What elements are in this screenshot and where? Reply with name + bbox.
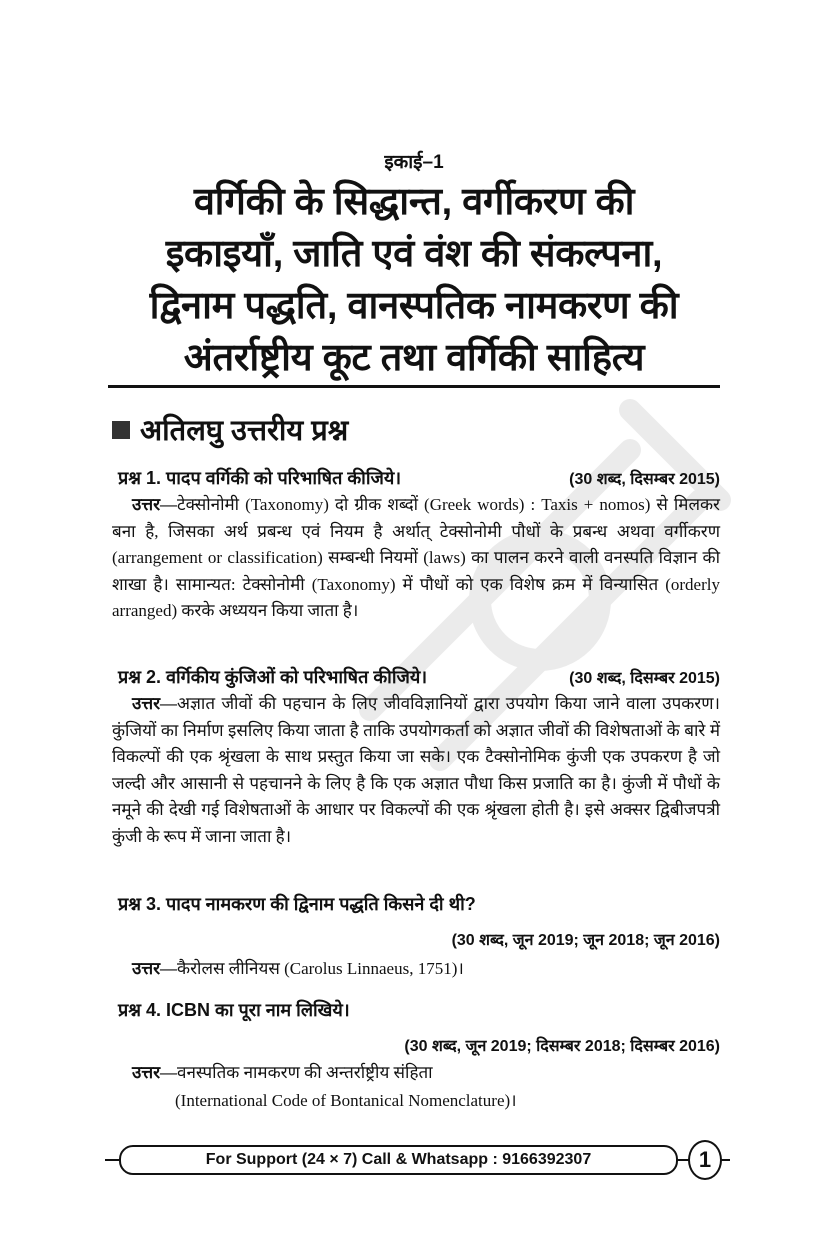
question-text: वर्गिकीय कुंजिओं को परिभाषित कीजिये। [166, 667, 428, 687]
answer-text: वनस्पतिक नामकरण की अन्तर्राष्ट्रीय संहिता [177, 1063, 433, 1082]
question-text: पादप वर्गिकी को परिभाषित कीजिये। [166, 468, 402, 488]
chapter-title-line: वर्गिकी के सिद्धान्त, वर्गीकरण की [193, 181, 635, 223]
answer-lead: उत्तर— [132, 694, 178, 713]
question-3 [118, 892, 720, 916]
question-label: प्रश्न 3. [118, 894, 161, 914]
answer-3 [112, 956, 720, 983]
chapter-title-line: इकाइयाँ, जाति एवं वंश की संकल्पना, [165, 233, 663, 275]
square-bullet-icon [112, 421, 130, 439]
question-meta: (30 शब्द, दिसम्बर 2015) [569, 670, 720, 687]
answer-text: कैरोलस लीनियस (Carolus Linnaeus, 1751)। [177, 959, 464, 978]
section-heading [112, 410, 348, 449]
answer-4-english: (International Code of Bontanical Nomenclature)। [175, 1091, 517, 1110]
answer-lead: उत्तर— [132, 1063, 178, 1082]
chapter-title-line: अंतर्राष्ट्रीय कूट तथा वर्गिकी साहित्य [183, 337, 645, 379]
question-label: प्रश्न 2. [118, 667, 161, 687]
answer-1 [112, 492, 720, 625]
answer-text: टेक्सोनोमी (Taxonomy) दो ग्रीक शब्दों (Greek words) : Taxis + nomos) से मिलकर बना है, जिसका अर्थ प्रबन्ध एवं नियम है अर्थात् टेक्सोनोमी पौधों के प्रबन्ध अथवा वर्गीकरण (arrangement or classification) सम्बन्धी नियमों (laws) का पालन करने वाली वनस्पति विज्ञान की शाखा है। सामान्यत: टेक्सोनोमी (Taxonomy) में पौधों को एक विशेष क्रम में विन्यासित (orderly arranged) करके अध्ययन किया जाता है। [112, 495, 720, 620]
page-number: 1 [688, 1140, 722, 1180]
footer-rule [720, 1159, 730, 1161]
support-banner: For Support (24 × 7) Call & Whatsapp : 9166392307 [119, 1145, 678, 1175]
answer-text: अज्ञात जीवों की पहचान के लिए जीवविज्ञानियों द्वारा उपयोग किया जाने वाला उपकरण। कुंजियों का निर्माण इसलिए किया जाता है ताकि उपयोगकर्ता को अज्ञात जीवों की विशेषताओं के बारे में विकल्पों की एक श्रृंखला के साथ प्रस्तुत किया जा सके। एक टैक्सोनोमिक कुंजी एक उपकरण है जो जल्दी और आसानी से पहचानने के लिए है कि एक अज्ञात पौधा किस प्रजाति का है। कुंजी में पौधों के नमूने की देखी गई विशेषताओं के आधार पर विकल्पों की एक श्रृंखला होती है। इसे अक्सर द्विबीजपत्री कुंजी के रूप में जाना जाता है। [112, 694, 720, 846]
question-meta: (30 शब्द, जून 2019; जून 2018; जून 2016) [451, 932, 720, 949]
answer-lead: उत्तर— [132, 959, 178, 978]
question-text: पादप नामकरण की द्विनाम पद्धति किसने दी थी? [166, 894, 476, 914]
chapter-title-line: द्विनाम पद्धति, वानस्पतिक नामकरण की [149, 285, 679, 327]
question-4 [118, 998, 720, 1022]
question-label: प्रश्न 4. [118, 1000, 161, 1020]
answer-2 [112, 691, 720, 850]
question-meta: (30 शब्द, जून 2019; दिसम्बर 2018; दिसम्बर 2016) [404, 1038, 720, 1055]
title-divider [108, 385, 720, 388]
unit-label: इकाई–1 [384, 152, 444, 173]
answer-lead: उत्तर— [132, 495, 178, 514]
section-heading-text: अतिलघु उत्तरीय प्रश्न [140, 415, 349, 447]
answer-4 [112, 1060, 720, 1087]
question-text: ICBN का पूरा नाम लिखिये। [166, 1000, 350, 1020]
question-1 [118, 466, 720, 490]
question-2 [118, 665, 720, 689]
question-label: प्रश्न 1. [118, 468, 161, 488]
question-meta: (30 शब्द, दिसम्बर 2015) [569, 471, 720, 488]
page-footer [105, 1140, 725, 1180]
chapter-title [100, 176, 728, 384]
